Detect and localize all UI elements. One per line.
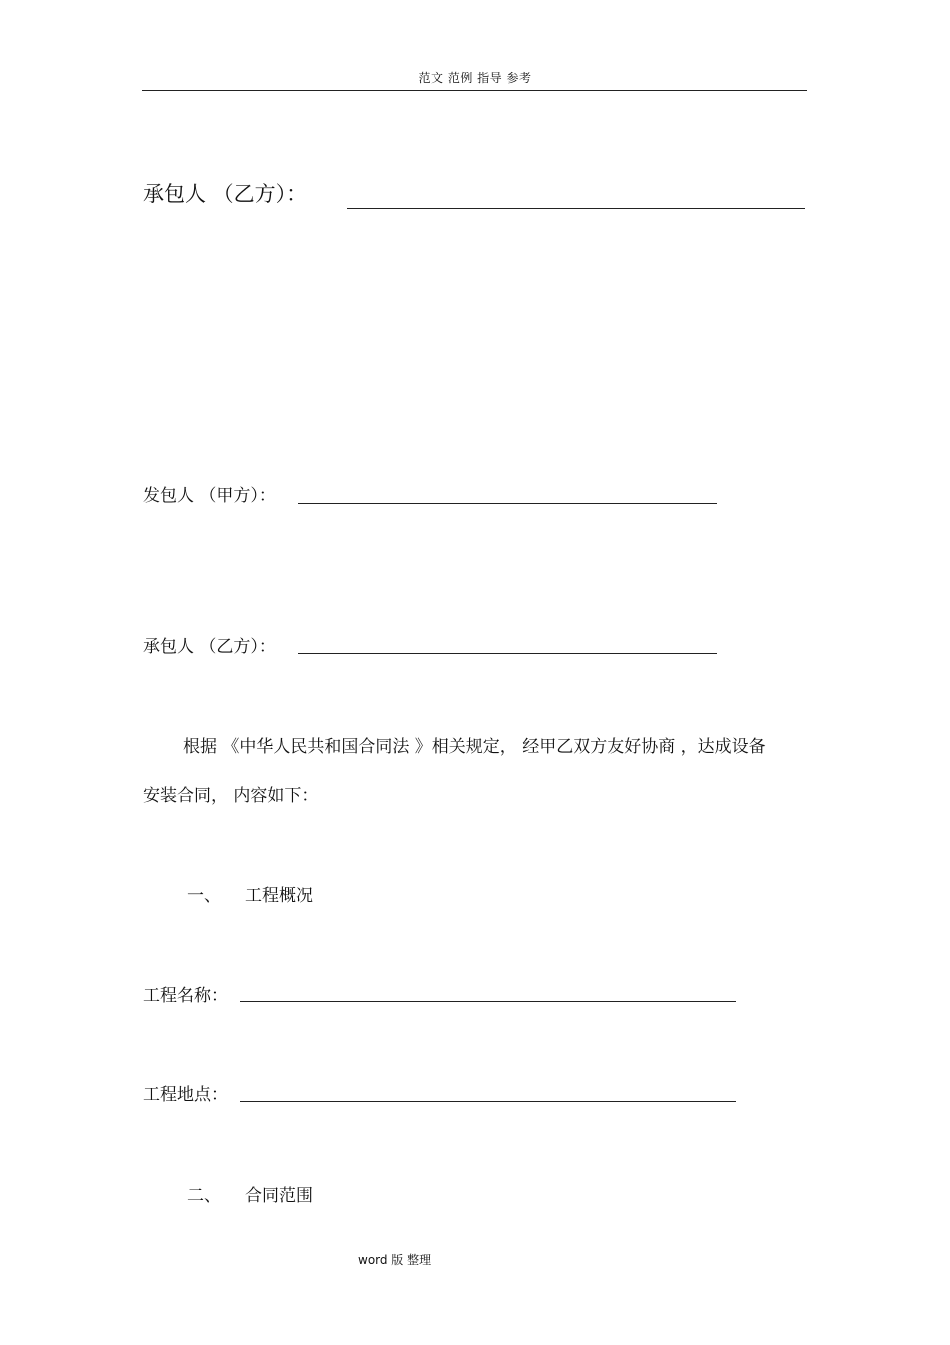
intro-paragraph-line1: 根据 《中华人民共和国合同法 》相关规定， 经甲乙双方友好协商 ，达成设备 <box>183 737 766 757</box>
intro-paragraph-line2: 安装合同， 内容如下： <box>143 786 319 806</box>
project-name-blank <box>240 1001 736 1002</box>
section2-number: 二、 <box>187 1186 221 1206</box>
contractor-label: 承包人 （乙方）： <box>143 637 276 657</box>
project-location-label: 工程地点： <box>143 1085 228 1105</box>
section2-title: 合同范围 <box>245 1186 313 1206</box>
cover-contractor-blank <box>347 208 805 209</box>
page-footer: word 版 整理 <box>358 1253 432 1267</box>
page-header: 范文 范例 指导 参考 <box>418 71 532 85</box>
section1-number: 一、 <box>187 886 221 906</box>
contractor-blank <box>298 653 717 654</box>
header-divider <box>142 90 807 91</box>
employer-label: 发包人 （甲方）： <box>143 486 276 506</box>
employer-blank <box>298 503 717 504</box>
section1-title: 工程概况 <box>245 886 313 906</box>
project-location-blank <box>240 1101 736 1102</box>
project-name-label: 工程名称： <box>143 986 228 1006</box>
cover-contractor-label: 承包人 （乙方）： <box>143 182 308 206</box>
